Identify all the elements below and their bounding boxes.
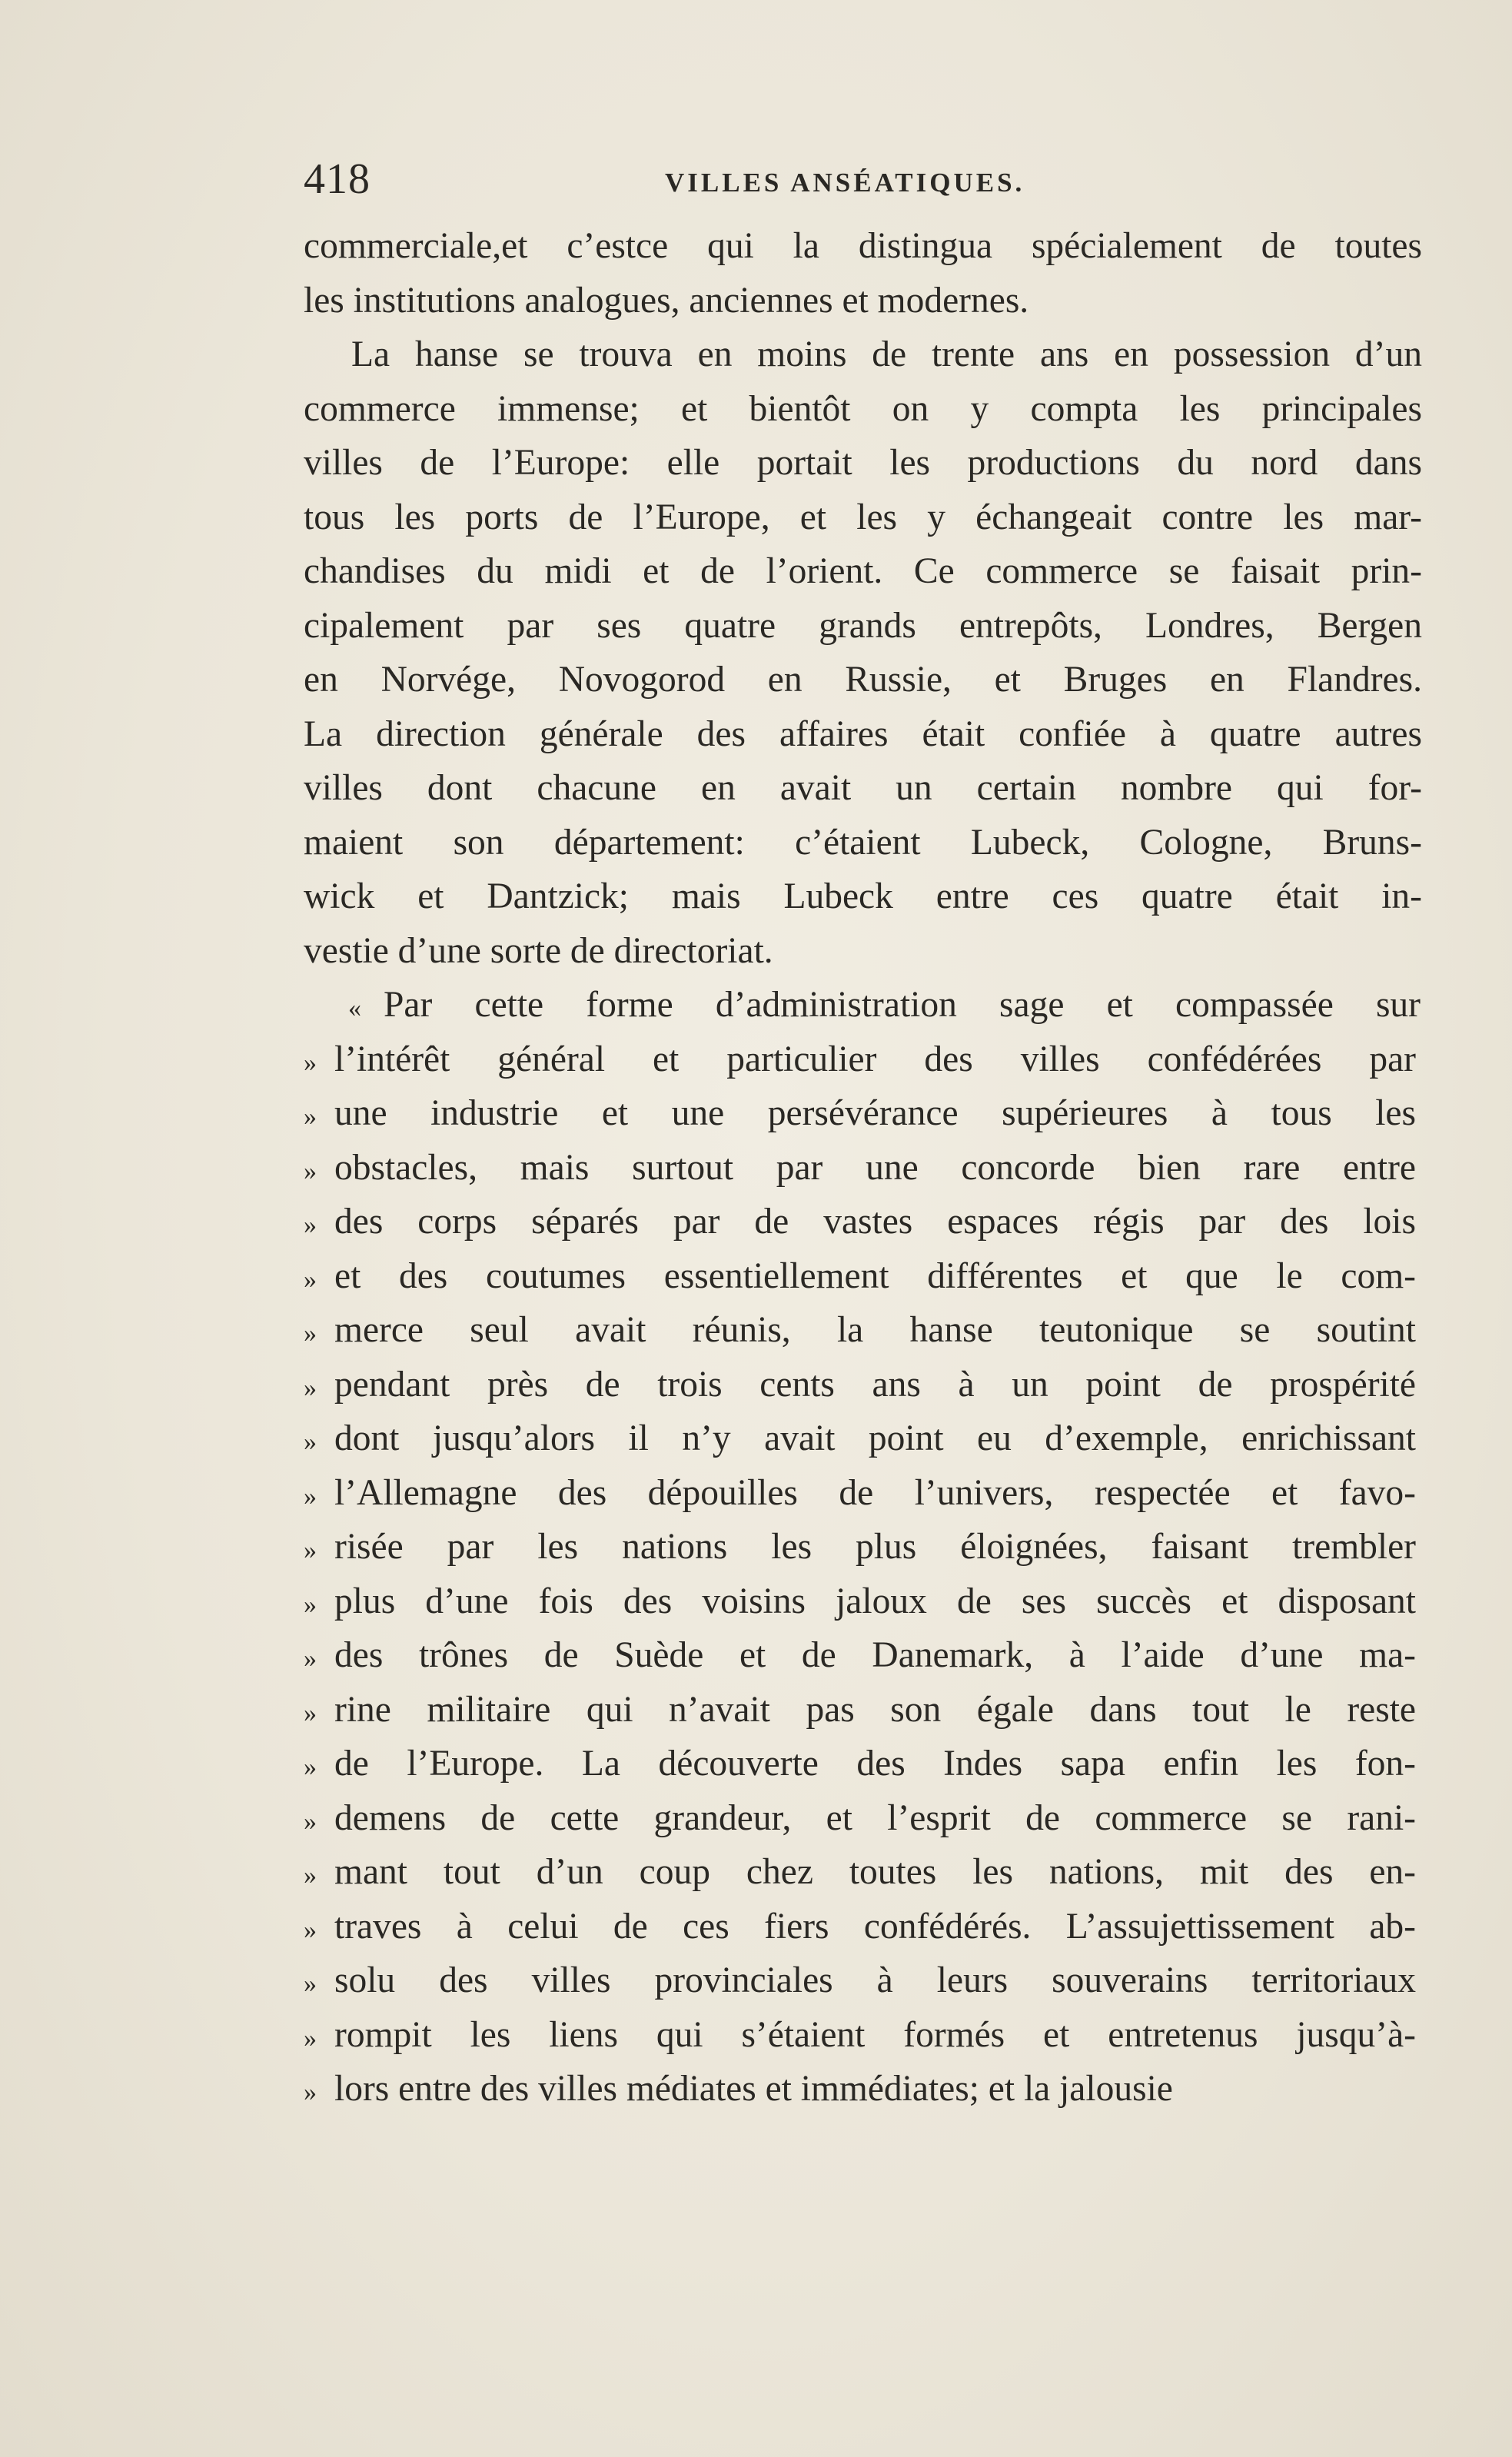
continuation-quote-mark: » [304, 1048, 317, 1077]
paragraph-continuation [304, 219, 1422, 327]
text-line: des trônes de Suède et de Danemark, à l’aide d’une ma- [334, 1635, 1416, 1675]
page-body [304, 219, 1422, 2116]
quoted-line [304, 1737, 1422, 1791]
quoted-line [304, 1141, 1422, 1195]
quoted-line [304, 1900, 1422, 1954]
text-line: en Norvége, Novogorod en Russie, et Bruges en Flandres. [304, 660, 1422, 700]
text-line: wick et Dantzick; mais Lubeck entre ces quatre était in- [304, 876, 1422, 916]
text-line: de l’Europe. La découverte des Indes sapa enfin les fon- [334, 1744, 1416, 1784]
quoted-line [304, 1195, 1422, 1249]
continuation-quote-mark: » [304, 1970, 317, 1998]
quoted-line [304, 978, 1422, 1032]
text-line: les institutions analogues, anciennes et modernes. [304, 280, 1029, 321]
text-line: mant tout d’un coup chez toutes les nations, mit des en- [334, 1852, 1416, 1892]
text-line: villes de l’Europe: elle portait les productions du nord dans [304, 443, 1422, 483]
text-line: une industrie et une persévérance supérieures à tous les [334, 1093, 1416, 1133]
quoted-line [304, 1466, 1422, 1521]
continuation-quote-mark: » [304, 1481, 317, 1511]
text-line: Par cette forme d’administration sage et compassée sur [384, 985, 1421, 1025]
text-line: tous les ports de l’Europe, et les y échangeait contre les mar- [304, 497, 1422, 537]
continuation-quote-mark: » [304, 1536, 317, 1564]
page-number: 418 [304, 155, 371, 203]
quoted-line [304, 1411, 1422, 1466]
text-line: La hanse se trouva en moins de trente ans en possession d’un [351, 334, 1422, 374]
quoted-line [304, 1953, 1422, 2008]
text-line: commerce immense; et bientôt on y compta les principales [304, 388, 1422, 429]
quoted-line [304, 1249, 1422, 1304]
text-line: l’Allemagne des dépouilles de l’univers, respectée et favo- [334, 1472, 1416, 1513]
quoted-line [304, 1791, 1422, 1846]
continuation-quote-mark: » [304, 1590, 317, 1619]
quoted-line [304, 1520, 1422, 1574]
continuation-quote-mark: » [304, 1211, 317, 1239]
continuation-quote-mark: » [304, 1861, 317, 1890]
quoted-line [304, 1032, 1422, 1087]
quoted-line [304, 1683, 1422, 1737]
paragraph-hanse [304, 327, 1422, 978]
opening-quote-mark: « [348, 994, 361, 1022]
continuation-quote-mark: » [304, 1698, 317, 1727]
text-line: solu des villes provinciales à leurs souverains territoriaux [334, 1960, 1416, 2000]
text-line: risée par les nations les plus éloignées, faisant trembler [334, 1527, 1416, 1567]
continuation-quote-mark: » [304, 1265, 317, 1294]
text-line: obstacles, mais surtout par une concorde bien rare entre [334, 1147, 1416, 1188]
page-header [304, 152, 1418, 206]
text-line: traves à celui de ces fiers confédérés. L’assujettissement ab- [334, 1906, 1416, 1947]
text-line: dont jusqu’alors il n’y avait point eu d’exemple, enrichissant [334, 1418, 1416, 1458]
text-line: merce seul avait réunis, la hanse teutonique se soutint [334, 1310, 1416, 1350]
continuation-quote-mark: » [304, 1373, 317, 1402]
text-line: plus d’une fois des voisins jaloux de ses succès et disposant [334, 1581, 1416, 1621]
running-head: VILLES ANSÉATIQUES. [665, 168, 1025, 198]
quoted-line [304, 1303, 1422, 1358]
text-line: pendant près de trois cents ans à un point de prospérité [334, 1364, 1416, 1405]
text-line: commerciale,et c’estce qui la distingua spécialement de toutes [304, 226, 1422, 266]
paragraph-quotation [304, 978, 1422, 2116]
text-line: maient son département: c’étaient Lubeck, Cologne, Bruns- [304, 822, 1422, 863]
continuation-quote-mark: » [304, 2023, 317, 2053]
text-line: et des coutumes essentiellement différentes et que le com- [334, 1255, 1416, 1296]
text-line: chandises du midi et de l’orient. Ce commerce se faisait prin- [304, 551, 1422, 591]
continuation-quote-mark: » [304, 1319, 317, 1348]
continuation-quote-mark: » [304, 1428, 317, 1456]
quoted-line [304, 1845, 1422, 1900]
text-line: rompit les liens qui s’étaient formés et entretenus jusqu’à- [334, 2014, 1416, 2055]
quoted-line [304, 2062, 1422, 2116]
quoted-line [304, 1628, 1422, 1683]
quoted-line [304, 1358, 1422, 1412]
text-line: cipalement par ses quatre grands entrepôts, Londres, Bergen [304, 605, 1422, 646]
continuation-quote-mark: » [304, 1156, 317, 1185]
quoted-line [304, 2008, 1422, 2063]
text-line: vestie d’une sorte de directoriat. [304, 930, 773, 971]
text-line: des corps séparés par de vastes espaces régis par des lois [334, 1202, 1416, 1242]
continuation-quote-mark: » [304, 1753, 317, 1781]
text-line: demens de cette grandeur, et l’esprit de commerce se rani- [334, 1797, 1416, 1838]
quoted-line [304, 1086, 1422, 1141]
continuation-quote-mark: » [304, 1807, 317, 1836]
text-line: l’intérêt général et particulier des villes confédérées par [334, 1039, 1416, 1079]
quoted-line [304, 1574, 1422, 1629]
continuation-quote-mark: » [304, 1102, 317, 1131]
continuation-quote-mark: » [304, 1915, 317, 1944]
text-line: villes dont chacune en avait un certain nombre qui for- [304, 768, 1422, 808]
text-line: La direction générale des affaires était confiée à quatre autres [304, 713, 1422, 754]
text-line: lors entre des villes médiates et immédiates; et la jalousie [334, 2069, 1173, 2109]
continuation-quote-mark: » [304, 1644, 317, 1673]
text-line: rine militaire qui n’avait pas son égale dans tout le reste [334, 1689, 1416, 1730]
continuation-quote-mark: » [304, 2078, 317, 2106]
